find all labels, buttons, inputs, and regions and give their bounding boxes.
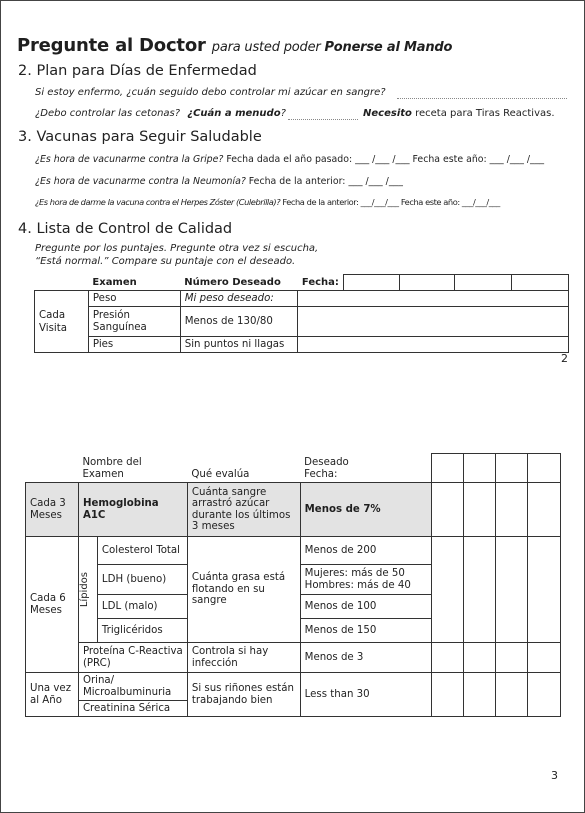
result-cell[interactable] — [432, 483, 464, 537]
col-target: Deseado Fecha: — [304, 457, 349, 480]
title-main: Pregunte al Doctor — [17, 35, 206, 56]
date-cell[interactable] — [512, 275, 569, 291]
col-test-name: Nombre del Examen — [82, 457, 142, 480]
group-every-3-months: Cada 3 Meses — [26, 483, 79, 537]
section-2-heading: 2. Plan para Días de Enfermedad — [18, 63, 257, 79]
result-cell[interactable] — [496, 673, 528, 717]
sick-day-question: Si estoy enfermo, ¿cuán seguido debo controlar mi azúcar en sangre? — [35, 87, 386, 98]
exam-weight: Peso — [88, 291, 180, 307]
result-cell[interactable] — [298, 307, 569, 337]
test-ldl: LDL (malo) — [97, 595, 187, 619]
quality-checklist-table — [34, 274, 569, 353]
result-cell[interactable] — [432, 643, 464, 673]
result-cell[interactable] — [432, 537, 464, 643]
result-cell[interactable] — [464, 643, 496, 673]
test-microalbuminuria: Orina/ Microalbuminuria — [78, 673, 187, 701]
col-date: Fecha: — [301, 276, 339, 288]
result-cell[interactable] — [496, 537, 528, 643]
col-exam: Examen — [92, 276, 137, 288]
lipids-label-cell — [78, 537, 97, 643]
result-cell[interactable] — [528, 673, 561, 717]
target-blood-pressure: Menos de 130/80 — [180, 307, 298, 337]
section-4-heading: 4. Lista de Control de Calidad — [18, 221, 233, 237]
target-triglycerides: Menos de 150 — [300, 619, 432, 643]
pneumonia-vaccine-line: ¿Es hora de vacunarme contra la Neumonía? Fecha de la anterior: ___ /___ /___ — [35, 176, 403, 187]
col-number: Número Deseado — [184, 276, 281, 288]
result-cell[interactable] — [464, 673, 496, 717]
result-cell[interactable] — [464, 537, 496, 643]
result-cell[interactable] — [528, 483, 561, 537]
test-total-cholesterol: Colesterol Total — [97, 537, 187, 565]
crp-evaluates: Controla si hay infección — [187, 643, 300, 673]
test-crp: Proteína C-Reactiva (PRC) — [78, 643, 187, 673]
target-weight: Mi peso deseado: — [180, 291, 298, 307]
flu-vaccine-line: ¿Es hora de vacunarme contra la Gripe? Fecha dada el año pasado: ___ /___ /___ Fecha este año: ___ /___ /___ — [35, 154, 545, 165]
test-strips-note: Necesito receta para Tiras Reactivas. — [363, 108, 555, 119]
target-ldh: Mujeres: más de 50 Hombres: más de 40 — [300, 565, 432, 595]
test-triglycerides: Triglicéridos — [97, 619, 187, 643]
result-cell[interactable] — [528, 537, 561, 643]
date-cell[interactable] — [528, 454, 561, 483]
target-ldl: Menos de 100 — [300, 595, 432, 619]
date-cell[interactable] — [343, 275, 399, 291]
col-evaluates: Qué evalúa — [191, 468, 250, 480]
target-feet: Sin puntos ni llagas — [180, 337, 298, 353]
lipids-label: Lípidos — [78, 571, 90, 608]
date-cell[interactable] — [399, 275, 455, 291]
shingles-vaccine-line: ¿Es hora de darme la vacuna contra el Herpes Zóster (Culebrilla)? Fecha de la anterior: ___/___/___ Fecha este año: ___/___/___ — [35, 197, 500, 207]
result-cell[interactable] — [298, 291, 569, 307]
page-number-bottom: 3 — [551, 769, 558, 782]
result-cell[interactable] — [298, 337, 569, 353]
page-number-top: 2 — [561, 352, 568, 365]
crp-target: Menos de 3 — [300, 643, 432, 673]
a1c-evaluates: Cuánta sangre arrastró azúcar durante los últimos 3 meses — [187, 483, 300, 537]
result-cell[interactable] — [464, 483, 496, 537]
test-a1c: Hemoglobina A1C — [78, 483, 187, 537]
exam-feet: Pies — [88, 337, 180, 353]
lab-tests-table — [25, 453, 561, 717]
section-3-heading: 3. Vacunas para Seguir Saludable — [18, 129, 262, 145]
group-every-visit: Cada Visita — [35, 291, 89, 353]
result-cell[interactable] — [528, 643, 561, 673]
test-ldh: LDH (bueno) — [97, 565, 187, 595]
date-cell[interactable] — [496, 454, 528, 483]
ketones-question: ¿Debo controlar las cetonas? ¿Cuán a menudo? — [35, 108, 286, 119]
date-cell[interactable] — [455, 275, 512, 291]
result-cell[interactable] — [496, 483, 528, 537]
test-creatinine: Creatinina Sérica — [78, 701, 187, 717]
section-4-intro-1: Pregunte por los puntajes. Pregunte otra vez si escucha, — [35, 243, 319, 254]
result-cell[interactable] — [496, 643, 528, 673]
exam-blood-pressure: Presión Sanguínea — [88, 307, 180, 337]
group-yearly: Una vez al Año — [26, 673, 79, 717]
page-title — [17, 35, 452, 56]
kidney-evaluates: Si sus riñones están trabajando bien — [187, 673, 300, 717]
date-cell[interactable] — [464, 454, 496, 483]
a1c-target: Menos de 7% — [300, 483, 432, 537]
result-cell[interactable] — [432, 673, 464, 717]
section-4-intro-2: “Está normal.” Compare su puntaje con el deseado. — [35, 256, 296, 267]
title-subtitle: para usted poder Ponerse al Mando — [211, 40, 453, 55]
kidney-target: Less than 30 — [300, 673, 432, 717]
lipids-evaluates: Cuánta grasa está flotando en su sangre — [187, 537, 300, 643]
date-cell[interactable] — [432, 454, 464, 483]
group-every-6-months: Cada 6 Meses — [26, 537, 79, 673]
target-total-cholesterol: Menos de 200 — [300, 537, 432, 565]
sick-day-answer-line[interactable] — [397, 98, 567, 99]
ketones-frequency-line[interactable] — [288, 119, 358, 120]
